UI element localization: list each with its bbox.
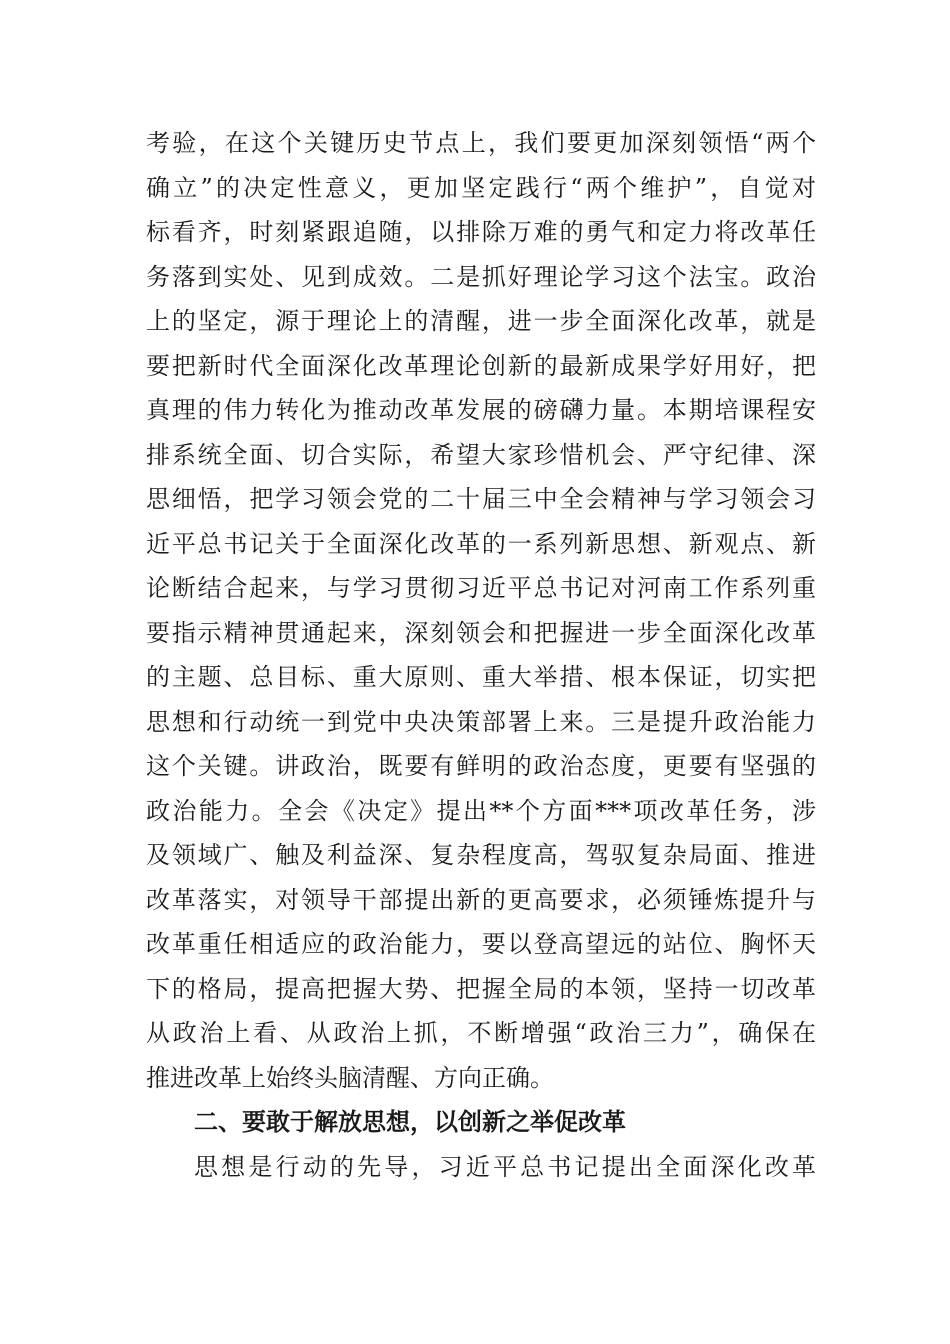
text-line: 政治能力。全会《决定》提出**个方面***项改革任务，涉 (146, 796, 816, 825)
text-line: 的主题、总目标、重大原则、重大举措、根本保证，切实把 (146, 663, 816, 691)
section-heading: 二、要敢于解放思想，以创新之举促改革 (194, 1108, 626, 1136)
text-line: 推进改革上始终头脑清醒、方向正确。 (146, 1063, 554, 1092)
text-line: 务落到实处、见到成效。二是抓好理论学习这个法宝。政治 (146, 262, 816, 291)
text-line: 确立”的决定性意义，更加坚定践行“两个维护”，自觉对 (146, 173, 816, 202)
text-line: 真理的伟力转化为推动改革发展的磅礴力量。本期培课程安 (146, 396, 816, 424)
body-text (146, 121, 816, 1189)
text-line: 改革重任相适应的政治能力，要以登高望远的站位、胸怀天 (146, 930, 816, 958)
text-line: 思想和行动统一到党中央决策部署上来。三是提升政治能力 (146, 707, 816, 736)
text-line: 排系统全面、切合实际，希望大家珍惜机会、严守纪律、深 (146, 440, 816, 469)
text-line: 从政治上看、从政治上抓，不断增强“政治三力”，确保在 (146, 1019, 816, 1047)
text-line: 下的格局，提高把握大势、把握全局的本领，坚持一切改革 (146, 974, 816, 1003)
text-line: 要把新时代全面深化改革理论创新的最新成果学好用好，把 (146, 351, 816, 380)
text-line: 论断结合起来，与学习贯彻习近平总书记对河南工作系列重 (146, 574, 816, 602)
text-line: 考验，在这个关键历史节点上，我们要更加深刻领悟“两个 (146, 129, 816, 157)
text-line: 这个关键。讲政治，既要有鲜明的政治态度，更要有坚强的 (146, 752, 816, 780)
text-line: 近平总书记关于全面深化改革的一系列新思想、新观点、新 (146, 529, 816, 558)
text-line: 思细悟，把学习领会党的二十届三中全会精神与学习领会习 (146, 485, 816, 513)
paragraph-first-line: 思想是行动的先导，习近平总书记提出全面深化改革 (194, 1152, 816, 1181)
text-line: 标看齐，时刻紧跟追随，以排除万难的勇气和定力将改革任 (146, 218, 816, 246)
text-line: 上的坚定，源于理论上的清醒，进一步全面深化改革，就是 (146, 307, 816, 335)
text-line: 及领域广、触及利益深、复杂程度高，驾驭复杂局面、推进 (146, 841, 816, 869)
text-line: 要指示精神贯通起来，深刻领会和把握进一步全面深化改革 (146, 618, 816, 647)
text-line: 改革落实，对领导干部提出新的更高要求，必须锤炼提升与 (146, 885, 816, 914)
